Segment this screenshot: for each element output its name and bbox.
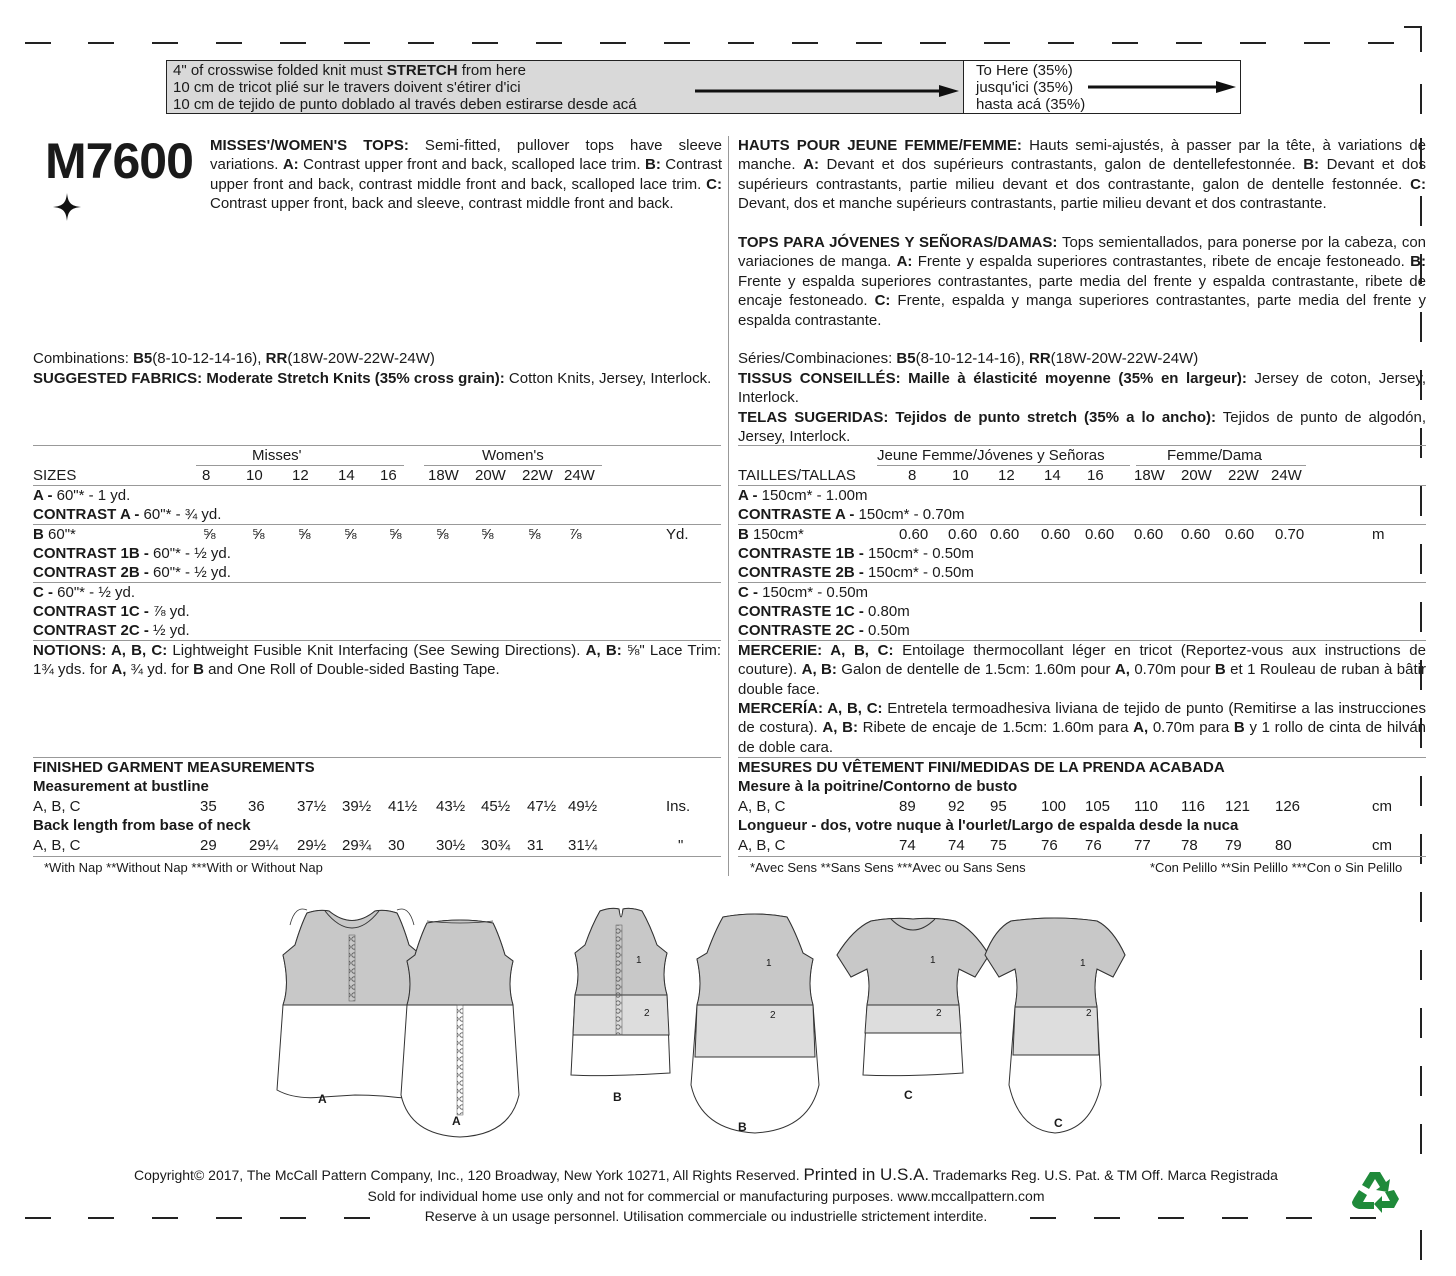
- view-label-b-back: B: [738, 1120, 747, 1134]
- bust-cell: 45½: [481, 798, 511, 815]
- contrast-a-yardage: CONTRAST A - 60"* - ¾ yd.: [33, 506, 222, 523]
- back-unit: ": [678, 837, 684, 854]
- footnote-es: *Con Pelillo **Sin Pelillo ***Con o Sin Pelillo: [1150, 860, 1403, 875]
- bust-label-fr: Mesure à la poitrine/Contorno de busto: [738, 778, 1018, 795]
- yardage-cell: ⅝: [252, 526, 265, 543]
- section-number: 2: [644, 1008, 650, 1019]
- measurements-title: FINISHED GARMENT MEASUREMENTS: [33, 759, 315, 776]
- size-col: 22W: [522, 467, 553, 484]
- size-col: 12: [292, 467, 309, 484]
- bust-cell: 35: [200, 798, 217, 815]
- group-header-women-fr: Femme/Dama: [1167, 447, 1263, 464]
- recycle-icon: [1350, 1168, 1402, 1218]
- bust-cell: 116: [1181, 798, 1205, 815]
- bust-label: Measurement at bustline: [33, 778, 209, 795]
- section-number: 1: [766, 958, 772, 969]
- view-label-c-back: C: [1054, 1116, 1063, 1130]
- view-a-back-illustration: [401, 920, 519, 1137]
- bust-cell: 105: [1085, 798, 1111, 815]
- size-col: 22W: [1228, 467, 1259, 484]
- yardage-cell: ⅝: [298, 526, 311, 543]
- suggested-fabrics-es: TELAS SUGERIDAS: Tejidos de punto stretch (35% a lo ancho): Tejidos de punto de algodón, Jersey, Interlock.: [738, 409, 1427, 446]
- size-col: 24W: [1271, 467, 1302, 484]
- back-length-label-fr: Longueur - dos, votre nuque à l'ourlet/Largo de espalda desde la nuca: [738, 817, 1239, 834]
- yardage-unit: Yd.: [666, 526, 689, 543]
- back-cell: 78: [1181, 837, 1198, 854]
- bust-cell: 121: [1225, 798, 1251, 815]
- bust-cell: 37½: [297, 798, 327, 815]
- bust-unit: Ins.: [666, 798, 691, 815]
- view-c-yardage-fr: C - 150cm* - 0.50m: [738, 584, 869, 601]
- yardage-cell: ⅝: [203, 526, 216, 543]
- size-col: 14: [1044, 467, 1061, 484]
- footnote-fr: *Avec Sens **Sans Sens ***Avec ou Sans Sens: [750, 860, 1026, 875]
- section-number: 1: [636, 955, 642, 966]
- size-col: 14: [338, 467, 355, 484]
- arrow-right-icon: [1088, 79, 1238, 95]
- section-number: 2: [770, 1010, 776, 1021]
- four-point-star-icon: [52, 192, 82, 222]
- divider: [33, 582, 721, 583]
- divider: [33, 485, 721, 486]
- section-number: 1: [930, 955, 936, 966]
- contrast-1b-yardage-fr: CONTRASTE 1B - 150cm* - 0.50m: [738, 545, 974, 562]
- arrow-right-icon: [695, 83, 960, 99]
- back-cell: 30¾: [481, 837, 511, 854]
- divider: [738, 524, 1426, 525]
- sizes-label-fr: TAILLES/TALLAS: [738, 467, 856, 484]
- back-cell: 77: [1134, 837, 1151, 854]
- back-cell: 79: [1225, 837, 1242, 854]
- back-cell: 31¼: [568, 837, 598, 854]
- back-cell: 75: [990, 837, 1007, 854]
- section-number: 2: [936, 1008, 942, 1019]
- suggested-fabrics-fr: TISSUS CONSEILLÉS: Maille à élasticité moyenne (35% en largeur): Jersey de coton, Jersey, Interlock.: [738, 370, 1426, 407]
- view-c-back-illustration: [985, 918, 1125, 1133]
- bust-cell: 126: [1275, 798, 1301, 815]
- size-col: 12: [998, 467, 1015, 484]
- copyright-line: Copyright© 2017, The McCall Pattern Company, Inc., 120 Broadway, New York 10271, All Rights Reserved. Printed in U.S.A. Trademarks Reg. U.S. Pat. & TM Off. Marca Registrada: [134, 1165, 1278, 1184]
- back-cell: 29: [200, 837, 217, 854]
- view-label-a-back: A: [452, 1114, 461, 1128]
- view-label-a-front: A: [318, 1092, 327, 1106]
- sizes-label: SIZES: [33, 467, 77, 484]
- stretch-gauge: [166, 60, 1241, 114]
- group-header-women: Women's: [482, 447, 544, 464]
- gauge-to-en: To Here (35%): [976, 62, 1073, 79]
- description-fr: HAUTS POUR JEUNE FEMME/FEMME: Hauts semi-ajustés, à passer par la tête, à variations de manche. A: Devant et dos supérieurs contrastants, galon de dentellefestonnée. B: Devant et dos supérieurs contrastants, partie milieu devant et dos contrastante, galon de dentelle festonnée. C: Devant, dos et manche supérieurs contrastants, partie milieu devant et dos contrastante.: [738, 137, 1426, 213]
- notions-en: NOTIONS: A, B, C: Lightweight Fusible Knit Interfacing (See Sewing Directions). A, B: ⅝" Lace Trim: 1¾ yds. for A, ¾ yd. for B and One Roll of Double-sided Basting Tape.: [33, 642, 721, 679]
- bust-cell: 89: [899, 798, 916, 815]
- group-header-misses-fr: Jeune Femme/Jóvenes y Señoras: [877, 447, 1105, 464]
- back-unit: cm: [1372, 837, 1392, 854]
- yardage-cell: 0.60: [1181, 526, 1211, 543]
- contrast-1b-yardage: CONTRAST 1B - 60"* - ½ yd.: [33, 545, 231, 562]
- yardage-cell: ⅝: [389, 526, 402, 543]
- bust-row-label-fr: A, B, C: [738, 798, 786, 815]
- view-c-yardage: C - 60"* - ½ yd.: [33, 584, 136, 601]
- combinations-en: Combinations: B5(8-10-12-14-16), RR(18W-20W-22W-24W): [33, 350, 435, 367]
- size-col: 16: [1087, 467, 1104, 484]
- size-col: 20W: [475, 467, 506, 484]
- back-cell: 30½: [436, 837, 466, 854]
- yardage-cell: ⅝: [436, 526, 449, 543]
- yardage-cell: 0.60: [1225, 526, 1255, 543]
- contrast-2b-yardage-fr: CONTRASTE 2B - 150cm* - 0.50m: [738, 564, 974, 581]
- back-row-label: A, B, C: [33, 837, 81, 854]
- back-cell: 76: [1085, 837, 1102, 854]
- back-cell: 80: [1275, 837, 1292, 854]
- gauge-to-fr: jusqu'ici (35%): [976, 79, 1074, 96]
- yardage-cell: 0.60: [1134, 526, 1164, 543]
- suggested-fabrics-en: SUGGESTED FABRICS: Moderate Stretch Knits (35% cross grain): Cotton Knits, Jersey, Interlock.: [33, 370, 712, 387]
- size-col: 16: [380, 467, 397, 484]
- bust-cell: 39½: [342, 798, 372, 815]
- contrast-1c-yardage-fr: CONTRASTE 1C - 0.80m: [738, 603, 910, 620]
- yardage-unit: m: [1372, 526, 1385, 543]
- bust-cell: 95: [990, 798, 1007, 815]
- view-a-yardage: A - 60"* - 1 yd.: [33, 487, 131, 504]
- description-en: MISSES'/WOMEN'S TOPS: Semi-fitted, pullover tops have sleeve variations. A: Contrast upper front and back, scalloped lace trim. B: Contrast upper front and back, contrast middle front and back, scalloped lace trim. C: Contrast upper front, back and sleeve, contrast middle front and back.: [210, 137, 722, 213]
- gauge-to-es: hasta acá (35%): [976, 96, 1086, 113]
- back-cell: 29¾: [342, 837, 372, 854]
- combinations-fr: Séries/Combinaciones: B5(8-10-12-14-16), RR(18W-20W-22W-24W): [738, 350, 1199, 367]
- contrast-2b-yardage: CONTRAST 2B - 60"* - ½ yd.: [33, 564, 231, 581]
- view-c-front-illustration: [837, 918, 989, 1075]
- yardage-cell: 0.60: [1041, 526, 1071, 543]
- gauge-line-fr: 10 cm de tricot plié sur le travers doivent s'étirer d'ici: [173, 79, 521, 96]
- size-col: 24W: [564, 467, 595, 484]
- usage-notice-fr: Reserve à un usage personnel. Utilisation commerciale ou industrielle strictement interdite.: [424, 1208, 988, 1224]
- back-cell: 29¼: [249, 837, 279, 854]
- notions-fr: MERCERIE: A, B, C: Entoilage thermocollant léger en tricot (Reportez-vous aux instructions de couture). A, B: Galon de dentelle de 1.5cm: 1.60m pour A, 0.70m pour B et 1 Rouleau de ruban à bâtir double face.: [738, 642, 1426, 698]
- yardage-cell: 0.60: [990, 526, 1020, 543]
- divider: [33, 524, 721, 525]
- back-cell: 31: [527, 837, 544, 854]
- group-header-misses: Misses': [252, 447, 302, 464]
- size-col: 10: [246, 467, 263, 484]
- yardage-cell: ⅝: [344, 526, 357, 543]
- stretch-gauge-from: [167, 61, 964, 113]
- back-cell: 29½: [297, 837, 327, 854]
- yardage-cell: 0.70: [1275, 526, 1305, 543]
- view-a-yardage-fr: A - 150cm* - 1.00m: [738, 487, 868, 504]
- garment-illustrations: [255, 895, 1135, 1145]
- contrast-2c-yardage-fr: CONTRASTE 2C - 0.50m: [738, 622, 910, 639]
- footnote-en: *With Nap **Without Nap ***With or Without Nap: [44, 860, 323, 875]
- back-cell: 30: [388, 837, 405, 854]
- size-col: 8: [202, 467, 211, 484]
- gauge-line-en: 4" of crosswise folded knit must STRETCH from here: [173, 62, 526, 79]
- bust-cell: 110: [1134, 798, 1158, 815]
- size-col: 18W: [428, 467, 459, 484]
- yardage-cell: ⅝: [528, 526, 541, 543]
- view-label-c-front: C: [904, 1088, 913, 1102]
- divider: [33, 445, 721, 446]
- contrast-a-yardage-fr: CONTRASTE A - 150cm* - 0.70m: [738, 506, 965, 523]
- stretch-gauge-to: [970, 61, 1242, 113]
- section-number: 1: [1080, 958, 1086, 969]
- bust-cell: 49½: [568, 798, 598, 815]
- bust-unit: cm: [1372, 798, 1392, 815]
- size-col: 8: [908, 467, 917, 484]
- section-number: 2: [1086, 1008, 1092, 1019]
- yardage-cell: ⅝: [481, 526, 494, 543]
- usage-notice-en: Sold for individual home use only and not for commercial or manufacturing purposes. www.mccallpattern.com: [367, 1188, 1045, 1204]
- back-row-label-fr: A, B, C: [738, 837, 786, 854]
- contrast-2c-yardage: CONTRAST 2C - ½ yd.: [33, 622, 190, 639]
- view-b-yardage: B 60"*: [33, 526, 76, 543]
- size-col: 20W: [1181, 467, 1212, 484]
- yardage-cell: 0.60: [899, 526, 929, 543]
- yardage-cell: ⅞: [569, 526, 582, 543]
- description-es: TOPS PARA JÓVENES Y SEÑORAS/DAMAS: Tops semientallados, para ponerse por la cabeza, con variaciones de manga. A: Frente y espalda superiores contrastantes, ribete de encaje festoneado. B: Frente y espalda superiores contrastantes, parte media del frente y espalda contrastante, ribete de encaje festoneado. C: Frente, espalda y manga superiores contrastantes, parte media del frente y espalda contrastante.: [738, 234, 1426, 329]
- yardage-cell: 0.60: [1085, 526, 1115, 543]
- notions-es: MERCERÍA: A, B, C: Entretela termoadhesiva liviana de tejido de punto (Remitirse a las instrucciones de costura). A, B: Ribete de encaje de 1.5cm: 1.60m para A, 0.70m para B y 1 rollo de cinta de hilván de doble cara.: [738, 700, 1427, 756]
- back-cell: 76: [1041, 837, 1058, 854]
- contrast-1c-yardage: CONTRAST 1C - ⅞ yd.: [33, 603, 190, 620]
- back-cell: 74: [948, 837, 965, 854]
- bust-cell: 43½: [436, 798, 466, 815]
- bust-row-label: A, B, C: [33, 798, 81, 815]
- divider: [33, 856, 721, 857]
- yardage-cell: 0.60: [948, 526, 978, 543]
- size-col: 10: [952, 467, 969, 484]
- divider: [738, 856, 1426, 857]
- view-b-front-illustration: [571, 908, 670, 1075]
- back-length-label: Back length from base of neck: [33, 817, 251, 834]
- view-b-yardage-fr: B 150cm*: [738, 526, 804, 543]
- size-col: 18W: [1134, 467, 1165, 484]
- bust-cell: 100: [1041, 798, 1067, 815]
- bust-cell: 92: [948, 798, 965, 815]
- back-cell: 74: [899, 837, 916, 854]
- view-label-b-front: B: [613, 1090, 622, 1104]
- measurements-title-fr: MESURES DU VÊTEMENT FINI/MEDIDAS DE LA PRENDA ACABADA: [738, 759, 1225, 776]
- column-divider: [728, 136, 729, 876]
- bust-cell: 41½: [388, 798, 418, 815]
- bust-cell: 36: [248, 798, 265, 815]
- gauge-line-es: 10 cm de tejido de punto doblado al través deben estirarse desde acá: [173, 96, 637, 113]
- bust-cell: 47½: [527, 798, 557, 815]
- view-b-back-illustration: [691, 914, 819, 1133]
- pattern-number: M7600: [45, 133, 193, 189]
